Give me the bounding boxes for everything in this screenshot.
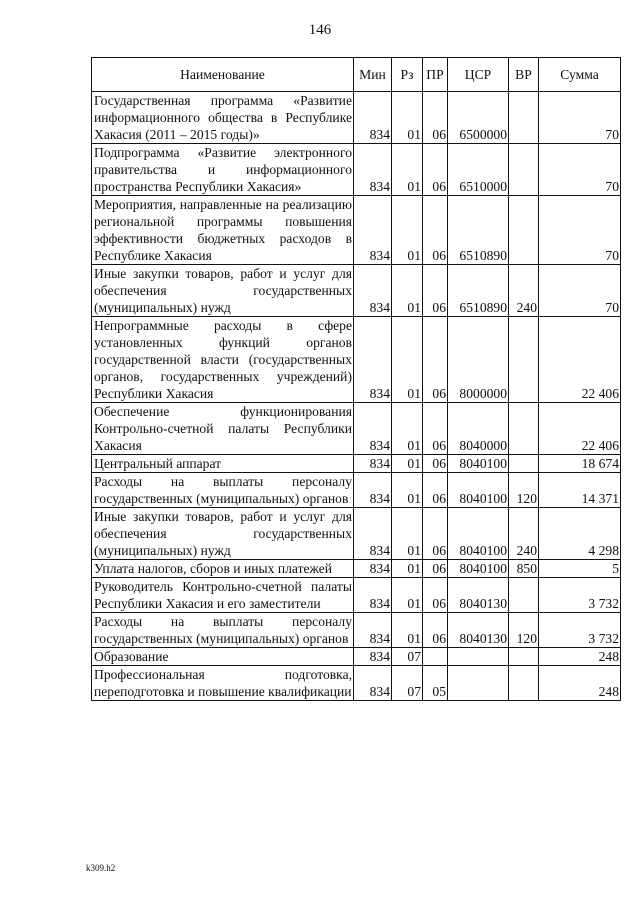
cell-rz: 01 [392,578,423,613]
cell-sum: 14 371 [539,473,621,508]
cell-sum: 248 [539,648,621,666]
cell-name: Иные закупки товаров, работ и услуг для обеспечения государственных (муниципальных) нужд [92,265,354,317]
cell-name: Непрограммные расходы в сфере установленных функций органов государственной власти (государственных органов, государственных учреждений) Республики Хакасия [92,317,354,403]
table-row [92,473,621,508]
table-row [92,317,621,403]
cell-pr: 06 [423,92,448,144]
cell-pr: 06 [423,144,448,196]
cell-vr [509,403,539,455]
cell-sum: 70 [539,144,621,196]
cell-min: 834 [354,613,392,648]
cell-csr: 8040000 [448,403,509,455]
cell-name: Руководитель Контрольно-счетной палаты Республики Хакасия и его заместители [92,578,354,613]
cell-sum: 5 [539,560,621,578]
footer-code: k309.h2 [86,863,116,873]
cell-csr: 8040100 [448,560,509,578]
cell-sum: 22 406 [539,317,621,403]
cell-sum: 22 406 [539,403,621,455]
cell-csr: 6510890 [448,196,509,265]
cell-name: Мероприятия, направленные на реализацию региональной программы повышения эффективности бюджетных расходов в Республике Хакасия [92,196,354,265]
cell-pr: 06 [423,317,448,403]
table-row [92,508,621,560]
cell-pr: 06 [423,473,448,508]
cell-pr: 06 [423,508,448,560]
cell-vr: 850 [509,560,539,578]
cell-vr [509,666,539,701]
cell-pr: 06 [423,196,448,265]
cell-name: Обеспечение функционирования Контрольно-счетной палаты Республики Хакасия [92,403,354,455]
table-row [92,578,621,613]
cell-rz: 01 [392,196,423,265]
cell-rz: 01 [392,144,423,196]
cell-rz: 01 [392,317,423,403]
table-row [92,92,621,144]
cell-pr: 06 [423,578,448,613]
cell-rz: 01 [392,613,423,648]
cell-csr [448,648,509,666]
header-vr: ВР [509,58,539,92]
cell-csr [448,666,509,701]
cell-vr [509,648,539,666]
cell-csr: 6500000 [448,92,509,144]
cell-rz: 07 [392,648,423,666]
budget-table [91,57,621,701]
cell-vr: 120 [509,473,539,508]
cell-csr: 8040130 [448,578,509,613]
cell-csr: 8040130 [448,613,509,648]
cell-csr: 8000000 [448,317,509,403]
header-rz: Рз [392,58,423,92]
header-csr: ЦСР [448,58,509,92]
cell-name: Профессиональная подготовка, переподготовка и повышение квалификации [92,666,354,701]
table-row [92,613,621,648]
cell-min: 834 [354,196,392,265]
table-row [92,196,621,265]
cell-sum: 4 298 [539,508,621,560]
cell-rz: 01 [392,92,423,144]
cell-min: 834 [354,560,392,578]
cell-name: Образование [92,648,354,666]
cell-sum: 70 [539,92,621,144]
header-min: Мин [354,58,392,92]
cell-name: Центральный аппарат [92,455,354,473]
cell-sum: 18 674 [539,455,621,473]
cell-rz: 01 [392,473,423,508]
cell-pr: 05 [423,666,448,701]
cell-min: 834 [354,473,392,508]
table-row [92,265,621,317]
cell-vr: 240 [509,265,539,317]
cell-pr: 06 [423,613,448,648]
cell-rz: 01 [392,265,423,317]
cell-pr: 06 [423,455,448,473]
cell-min: 834 [354,508,392,560]
cell-min: 834 [354,317,392,403]
table-row [92,144,621,196]
cell-min: 834 [354,265,392,317]
page-number: 146 [308,22,332,38]
cell-vr [509,196,539,265]
table-row [92,666,621,701]
cell-vr: 120 [509,613,539,648]
cell-vr [509,455,539,473]
cell-csr: 6510000 [448,144,509,196]
cell-sum: 70 [539,196,621,265]
header-name: Наименование [92,58,354,92]
cell-vr [509,578,539,613]
cell-pr: 06 [423,403,448,455]
cell-name: Иные закупки товаров, работ и услуг для обеспечения государственных (муниципальных) нужд [92,508,354,560]
cell-rz: 01 [392,560,423,578]
cell-min: 834 [354,455,392,473]
cell-vr [509,144,539,196]
cell-rz: 01 [392,403,423,455]
cell-vr [509,317,539,403]
cell-csr: 8040100 [448,455,509,473]
cell-rz: 01 [392,508,423,560]
cell-sum: 70 [539,265,621,317]
table-row [92,560,621,578]
cell-name: Расходы на выплаты персоналу государственных (муниципальных) органов [92,613,354,648]
cell-vr: 240 [509,508,539,560]
cell-name: Расходы на выплаты персоналу государственных (муниципальных) органов [92,473,354,508]
cell-name: Государственная программа «Развитие информационного общества в Республике Хакасия (2011 – 2015 годы)» [92,92,354,144]
cell-min: 834 [354,648,392,666]
cell-rz: 07 [392,666,423,701]
header-pr: ПР [423,58,448,92]
cell-name: Уплата налогов, сборов и иных платежей [92,560,354,578]
cell-rz: 01 [392,455,423,473]
table-header-row [92,58,621,92]
cell-pr: 06 [423,265,448,317]
cell-min: 834 [354,92,392,144]
cell-csr: 8040100 [448,508,509,560]
cell-csr: 6510890 [448,265,509,317]
cell-sum: 3 732 [539,578,621,613]
cell-min: 834 [354,144,392,196]
header-sum: Сумма [539,58,621,92]
cell-sum: 248 [539,666,621,701]
cell-min: 834 [354,666,392,701]
cell-pr: 06 [423,560,448,578]
table-row [92,648,621,666]
table-row [92,455,621,473]
cell-pr [423,648,448,666]
cell-csr: 8040100 [448,473,509,508]
cell-min: 834 [354,403,392,455]
table-row [92,403,621,455]
cell-vr [509,92,539,144]
cell-name: Подпрограмма «Развитие электронного правительства и информационного пространства Республики Хакасия» [92,144,354,196]
cell-sum: 3 732 [539,613,621,648]
cell-min: 834 [354,578,392,613]
